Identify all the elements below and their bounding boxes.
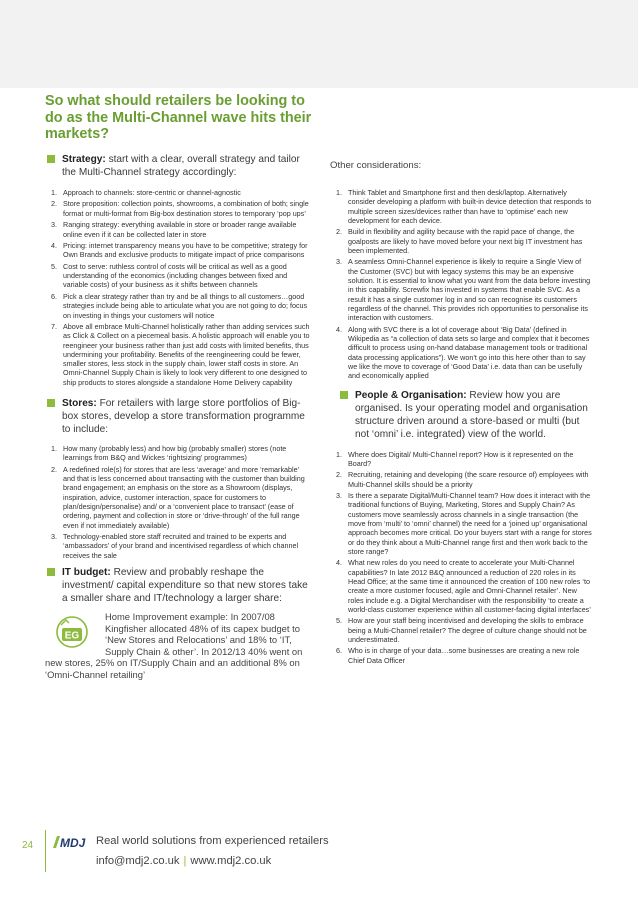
svg-text:MDJ: MDJ [60,836,86,850]
eg-label: EG [64,630,80,642]
it-budget-bullet [45,566,310,605]
footer-email-link[interactable]: info@mdj2.co.uk [96,855,180,867]
list-item: 1. Approach to channels: store-centric or channel-agnostic [51,188,241,197]
mdj-logo [52,834,88,850]
page-heading: So what should retailers be looking to do as the Multi-Channel wave hits their markets? [45,93,312,142]
list-item: 4. What new roles do you need to create to accelerate your Multi-Channel capabilities? In late 2012 B&Q announced a reduction of 220 roles in its Head Office; at the same time it announced the creation of 100 new roles ‘to create a more customer focused, agile and Omni-Channel retailer’. New roles include e.g. a Digital Merchandiser with the responsibility ‘to create a world-class customer experience within all customer-facing digital interfaces’ [336,558,591,614]
list-item: 1. Think Tablet and Smartphone first and then desk/laptop. Alternatively consider developing a platform with built-in device detection that responds to multiple screen sizes/devices rather than have to ‘optimise’ each new development for each device. [336,188,592,225]
footer-website-link[interactable]: www.mdj2.co.uk [190,855,272,867]
list-item: 3. Ranging strategy: everything available in store or broader range available online even if it can be collected later in store [51,220,297,239]
list-item: 3. Technology-enabled store staff recruited and trained to be experts and ‘ambassadors’ of your brand and incentivised regardless of which channel receives the sale [51,532,299,560]
list-item: 5. How are your staff being incentivised and developing the skills to embrace being a Multi-Channel retailer? The degree of culture change should not be underestimated. [336,616,587,644]
list-item: 3. A seamless Omni-Channel experience is likely to require a Single View of the Customer (SVC) but with legacy systems this may be an expensive solution. It is essential to know what you want from the data before investing in this capability. Screwfix has invested in systems that enable SVC. As a result it has a single customer log in and so can recognise its customers regardless of the channel. This provides rich opportunities to personalise its interaction with customers. [336,257,591,323]
list-item: 6. Who is in charge of your data…some businesses are creating a new role Chief Data Officer [336,646,580,665]
square-bullet-icon [340,391,348,399]
footer-tagline: Real world solutions from experienced retailers [96,835,329,847]
strategy-bullet [45,153,310,179]
people-bullet [338,389,592,441]
list-item: 2. Recruiting, retaining and developing (the scare resource of) employees with Multi-Channel skills should be a priority [336,470,589,489]
list-item: 4. Along with SVC there is a lot of coverage about ‘Big Data’ (defined in Wikipedia as “a collection of data sets so large and complex that it becomes difficult to process using on-hand database management tools or traditional data processing applications”). We won’t go into this here other than to say we like the move to coverage of ‘Good Data’ i.e. data than can be usefully and economically applied [336,324,590,381]
list-item: 7. Above all embrace Multi-Channel holistically rather than adding services such as Click & Collect on a piecemeal basis. A holistic approach will enable you to reengineer your business rather than just add costs with limited benefits, thus undermining your profitability. Benefits of the reengineering could be fewer, smaller stores, less stock in the supply chain, lower staff costs in store. An Omni-Channel Supply Chain is likely to look very different to one designed to ship products to stores alongside a standalone Home Delivery capability [51,321,310,387]
list-item: 6. Pick a clear strategy rather than try and be all things to all customers…good strategies include being able to articulate what you are not going to do; focus on investing in things your customers will notice [51,291,308,320]
square-bullet-icon [47,568,55,576]
it-budget-title: IT budget: [62,567,111,578]
other-considerations-list [330,188,592,381]
list-item: 3. Is there a separate Digital/Multi-Channel team? How does it interact with the traditional functions of Buying, Marketing, Stores and Supply Chain? As customers move seamlessly across channels in a single transaction (the move from ‘multi’ to ‘omni’ channel) the need for a ‘joined up’ organisational approach becomes more critical. Do your buyers start with a range for stores or do they think about a Multi-Channel range first and then work back to the store range? [336,491,592,556]
square-bullet-icon [47,155,55,163]
strategy-text: start with a clear, overall strategy and tailor the Multi-Channel strategy accordingly: [62,154,300,178]
stores-list [45,444,310,560]
list-item: 5. Cost to serve: ruthless control of costs will be critical as well as a good understanding of the economics (including changes between fixed and variable costs) of your business as it shifts between channels [51,261,288,290]
strategy-list [45,188,310,387]
right-column [330,160,592,667]
list-item: 1. How many (probably less) and how big (probably smaller) stores (note learnings from B&Q and Wickes ‘rightsizing’ programmes) [51,444,287,463]
stores-text: For retailers with large store portfolios of Big-box stores, develop a store transformation programme to include: [62,398,305,436]
list-item: 2. Store proposition: collection points, showrooms, a combination of both; single format or multi-format from Big-box destination stores to temporary ‘pop ups’ [51,199,309,218]
other-considerations-heading: Other considerations: [330,160,422,171]
people-text: Review how you are organised. Is your operating model and organisation structure driven around a store-based or multi (but not ‘omni’ i.e. integrated) view of the world. [355,389,588,440]
footer-separator: | [183,855,187,867]
stores-bullet [45,397,310,436]
it-budget-text: Review and probably reshape the investment/ capital expenditure so that new stores take a smaller share and IT/technology a larger share: [62,567,308,604]
people-list [330,450,592,665]
square-bullet-icon [47,399,55,407]
example-eg-icon [55,615,89,649]
left-column [45,153,310,681]
footer-contact [96,855,271,867]
example-text: Home Improvement example: In 2007/08 Kingfisher allocated 48% of its capex budget to ‘New Stores and Relocations’ and 18% to ‘IT, Supply Chain & other’. In 2012/13 40% went on new stores, 25% on IT/Supply Chain and an additional 8% on ‘Omni-Channel retailing’ [45,611,303,680]
top-band [0,0,638,88]
footer-divider [45,830,46,872]
example-box [45,611,310,681]
list-item: 2. A redefined role(s) for stores that are less ‘average’ and more ‘remarkable’ and that is less concerned about transacting with the customer than building brand engagement; an emphasis on the store as a Showroom (displays, inspiration, advice, customer interaction, space for customers to plan/design/personalise) and/ or a ‘convenient place to transact’ (ease of ordering, payment and collection in store or ‘drive-through’ of the full range even if not immediately available) [51,464,305,530]
stores-title: Stores: [62,398,97,410]
list-item: 4. Pricing: internet transparency means you have to be competitive; strategy for Own Brands and exclusive products to mitigate impact of price comparisons [51,241,308,260]
strategy-title: Strategy: [62,154,106,165]
list-item: 2. Build in flexibility and agility because with the rapid pace of change, the goalposts are likely to have moved before your next big IT investment has been implemented. [336,227,583,255]
page-number: 24 [22,840,34,851]
people-title: People & Organisation: [355,389,467,401]
list-item: 1. Where does Digital/ Multi-Channel report? How is it represented on the Board? [336,449,574,468]
